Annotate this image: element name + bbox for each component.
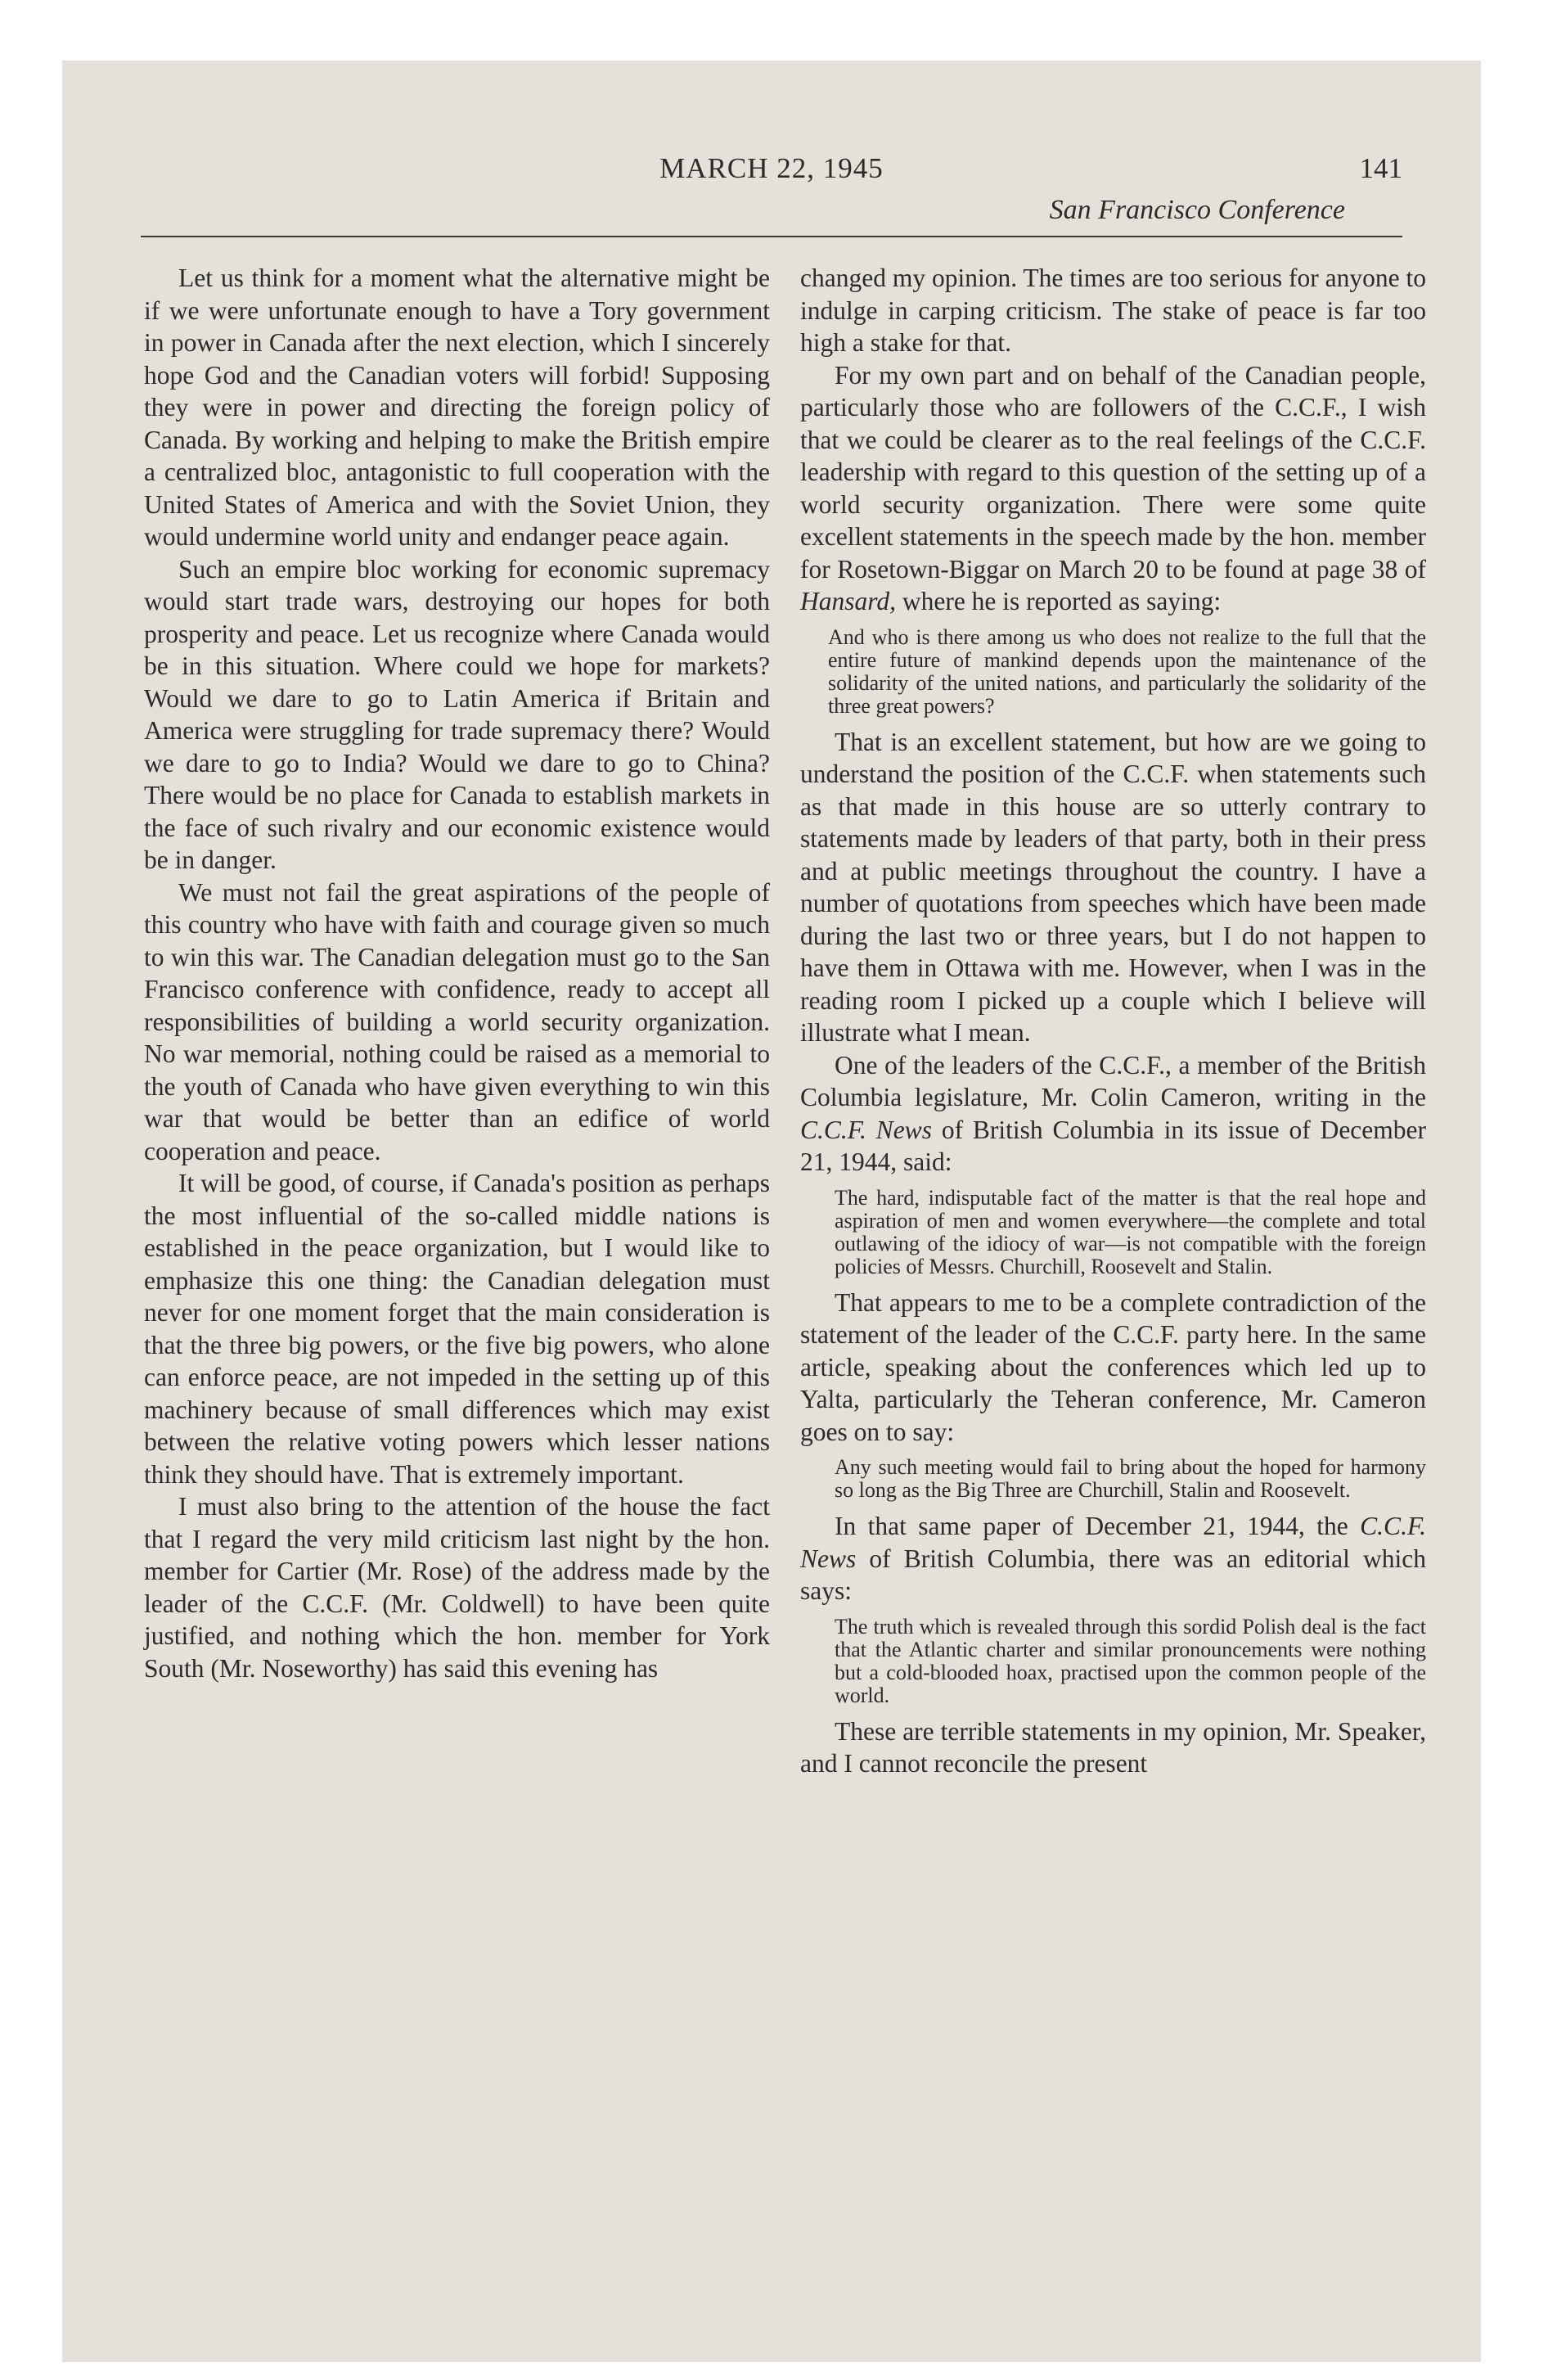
block-quote: Any such meeting would fail to bring about the hoped for harmony so long as the Big Three are Churchill, Stalin and Roosevelt. xyxy=(835,1455,1426,1502)
paragraph: These are terrible statements in my opinion, Mr. Speaker, and I cannot reconcile the present xyxy=(800,1716,1426,1778)
paragraph: changed my opinion. The times are too serious for anyone to indulge in carping criticism. The stake of peace is far too high a stake for that. xyxy=(800,264,1426,357)
paragraph xyxy=(800,1049,1426,1179)
scanned-page xyxy=(62,61,1481,2362)
publication-name: C.C.F. News xyxy=(800,1115,932,1144)
paragraph-text: of British Columbia in its issue of December 21, 1944, said: xyxy=(800,1115,1426,1176)
paragraph xyxy=(800,1510,1426,1607)
page-date: MARCH 22, 1945 xyxy=(659,152,884,184)
block-quote: The truth which is revealed through this sordid Polish deal is the fact that the Atlantic charter and similar pronouncements were nothing but a cold-blooded hoax, practised upon the common people of the world. xyxy=(835,1614,1426,1707)
paragraph-text: In that same paper of December 21, 1944, the xyxy=(835,1512,1361,1540)
left-column xyxy=(144,262,770,1684)
block-quote: The hard, indisputable fact of the matter is that the real hope and aspiration of men and women everywhere—the complete and total outlawing of the idiocy of war—is not compatible with the foreign policies of Messrs. Churchill, Roosevelt and Stalin. xyxy=(835,1185,1426,1278)
paragraph: I must also bring to the attention of the house the fact that I regard the very mild criticism last night by the hon. member for Cartier (Mr. Rose) of the address made by the leader of the C.C.F. (Mr. Coldwell) to have been quite justified, and nothing which the hon. member for York South (Mr. Noseworthy) has said this evening has xyxy=(144,1492,770,1683)
paragraph-text: For my own part and on behalf of the Canadian people, particularly those who are followers of the C.C.F., I wish that we could be clearer as to the real feelings of the C.C.F. leadership with regard to this question of the setting up of a world security organization. There were some quite excellent statements in the speech made by the hon. member for Rosetown-Biggar on March 20 to be found at page 38 of xyxy=(800,360,1426,584)
page-number: 141 xyxy=(1359,152,1402,184)
running-title: San Francisco Conference xyxy=(1049,195,1345,225)
publication-name: Hansard, xyxy=(800,587,896,615)
paragraph-text: of British Columbia, there was an editorial which says: xyxy=(800,1544,1426,1605)
block-quote: And who is there among us who does not realize to the full that the entire future of mankind depends upon the maintenance of the solidarity of the united nations, and particularly the solidarity of the three great powers? xyxy=(828,624,1426,718)
paragraph-text: where he is reported as saying: xyxy=(895,587,1222,615)
paragraph-text: One of the leaders of the C.C.F., a member of the British Columbia legislature, Mr. Colin Cameron, writing in the xyxy=(800,1050,1426,1111)
paragraph: Such an empire bloc working for economic supremacy would start trade wars, destroying our hopes for both prosperity and peace. Let us recognize where Canada would be in this situation. Where could we hope for markets? Would we dare to go to Latin America if Britain and America were struggling for trade supremacy there? Would we dare to go to India? Would we dare to go to China? There would be no place for Canada to establish markets in the face of such rivalry and our economic existence would be in danger. xyxy=(144,554,770,874)
paragraph: That is an excellent statement, but how are we going to understand the position of the C.C.F. when statements such as that made in this house are so utterly contrary to statements made by leaders of that party, both in their press and at public meetings throughout the country. I have a number of quotations from speeches which have been made during the last two or three years, but I do not happen to have them in Ottawa with me. However, when I was in the reading room I picked up a couple which I believe will illustrate what I mean. xyxy=(800,727,1426,1047)
paragraph: We must not fail the great aspirations of the people of this country who have with faith and courage given so much to win this war. The Canadian delegation must go to the San Francisco conference with confidence, ready to accept all responsibilities of building a world security organization. No war memorial, nothing could be raised as a memorial to the youth of Canada who have given everything to win this war that would be better than an edifice of world cooperation and peace. xyxy=(144,877,770,1165)
right-column xyxy=(800,262,1426,1780)
paragraph: That appears to me to be a complete contradiction of the statement of the leader of the C.C.F. party here. In the same article, speaking about the conferences which led up to Yalta, particularly the Teheran conference, Mr. Cameron goes on to say: xyxy=(800,1287,1426,1446)
paragraph: It will be good, of course, if Canada's position as perhaps the most influential of the so-called middle nations is established in the peace organization, but I would like to emphasize this one thing: the Canadian delegation must never for one moment forget that the main consideration is that the three big powers, or the five big powers, who alone can enforce peace, are not impeded in the setting up of this machinery because of small differences which may exist between the relative voting powers which lesser nations think they should have. That is extremely important. xyxy=(144,1169,770,1489)
publication-name: C.C.F. News xyxy=(800,1512,1426,1573)
paragraph xyxy=(800,359,1426,618)
header-rule xyxy=(141,236,1402,237)
paragraph: Let us think for a moment what the alternative might be if we were unfortunate enough to have a Tory government in power in Canada after the next election, which I sincerely hope God and the Canadian voters will forbid! Supposing they were in power and directing the foreign policy of Canada. By working and helping to make the British empire a centralized bloc, antagonistic to full cooperation with the United States of America and with the Soviet Union, they would undermine world unity and endanger peace again. xyxy=(144,264,770,551)
